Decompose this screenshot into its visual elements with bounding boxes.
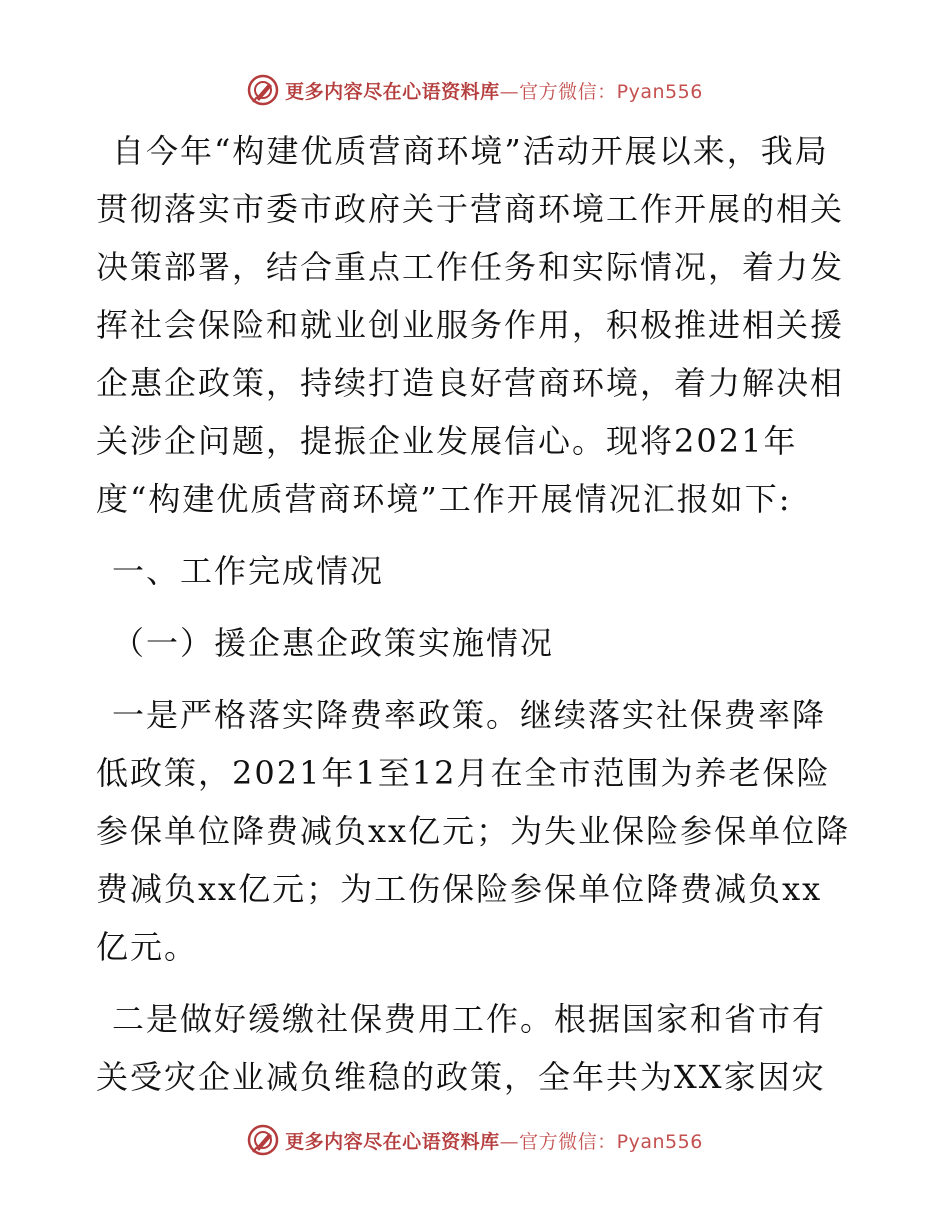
- watermark-separator: —: [499, 80, 520, 103]
- watermark-banner-top: [0, 70, 950, 110]
- watermark-banner-bottom: [0, 1120, 950, 1160]
- subsection-heading-1: （一）援企惠企政策实施情况: [112, 624, 555, 662]
- document-body: [96, 122, 856, 1106]
- pen-logo-icon: [247, 1124, 279, 1156]
- watermark-library: 更多内容尽在心语资料库: [285, 1130, 500, 1153]
- watermark-text: [285, 77, 703, 104]
- paragraph-fee-reduction: 一是严格落实降费率政策。继续落实社保费率降低政策，2021年1至12月在全市范围为养老保险参保单位降费减负xx亿元；为失业保险参保单位降费减负xx亿元；为工伤保险参保单位降费减负xx亿元。: [96, 696, 851, 966]
- paragraph-intro: 自今年“构建优质营商环境”活动开展以来，我局贯彻落实市委市政府关于营商环境工作开展的相关决策部署，结合重点工作任务和实际情况，着力发挥社会保险和就业创业服务作用，积极推进相关援企惠企政策，持续打造良好营商环境，着力解决相关涉企问题，提振企业发展信心。现将2021年度“构建优质营商环境”工作开展情况汇报如下:: [96, 132, 845, 518]
- paragraph-deferred-payment: 二是做好缓缴社保费用工作。根据国家和省市有关受灾企业减负维稳的政策，全年共为XX家因灾: [96, 1000, 827, 1096]
- section-heading-1: 一、工作完成情况: [112, 552, 385, 590]
- watermark-wechat: 官方微信：Pyan556: [519, 1130, 703, 1153]
- watermark-text: [285, 1127, 703, 1154]
- watermark-separator: —: [499, 1130, 520, 1153]
- watermark-library: 更多内容尽在心语资料库: [285, 80, 500, 103]
- pen-logo-icon: [247, 74, 279, 106]
- watermark-wechat: 官方微信：Pyan556: [519, 80, 703, 103]
